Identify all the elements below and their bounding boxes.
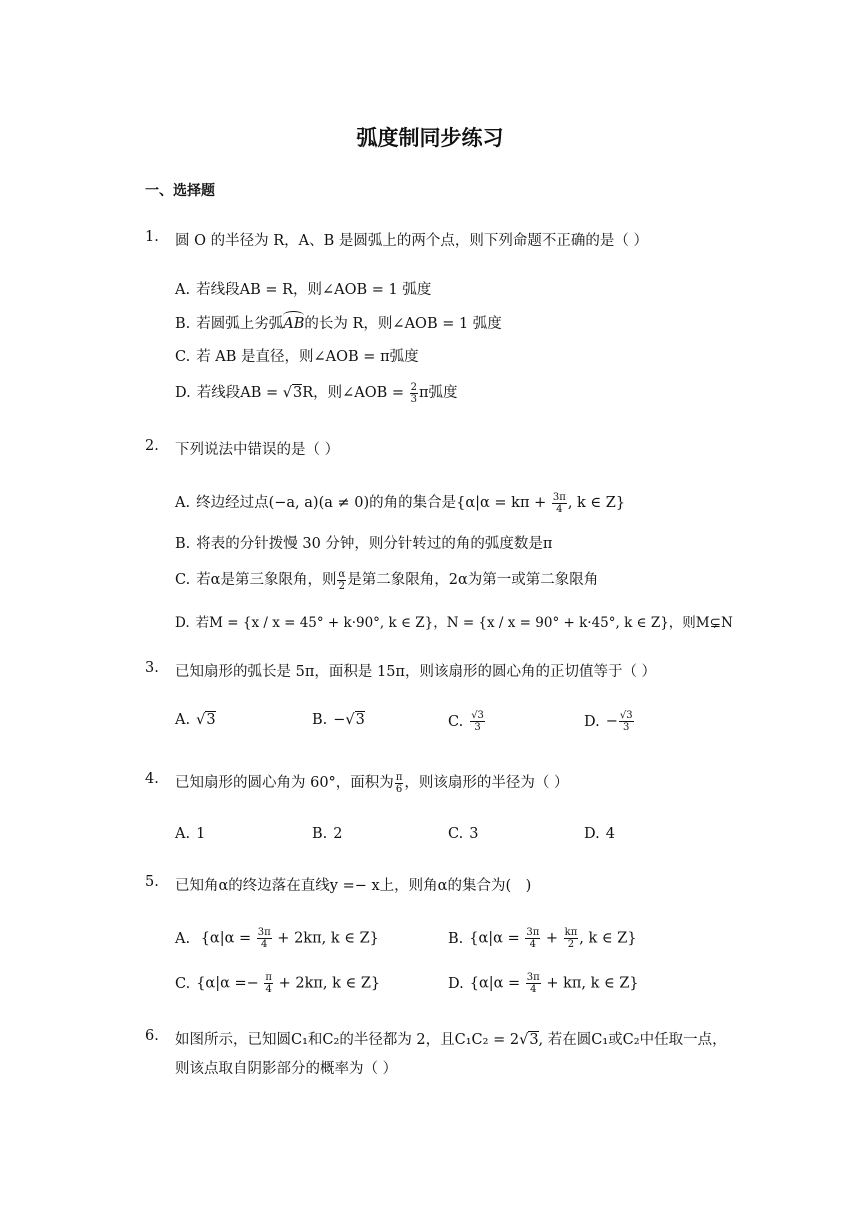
question-number: 6. — [145, 1028, 159, 1044]
option-label: C. — [175, 572, 191, 588]
denominator: 3 — [623, 722, 630, 733]
option-b — [175, 312, 502, 333]
option-text: 若 AB 是直径，则∠AOB = π弧度 — [196, 349, 419, 365]
sqrt: √3 — [196, 712, 216, 728]
arc-ab: AB — [283, 316, 305, 332]
option-text-post: π弧度 — [419, 385, 458, 401]
numerator: √3 — [619, 710, 633, 721]
option-text-post: + 2kπ, k ∈ Z} — [272, 930, 379, 947]
question-text-pre: 如图所示，已知圆C₁和C₂的半径都为 2，且C₁C₂ = 2 — [175, 1032, 520, 1048]
option-text: 若M = {x / x = 45° + k·90°, k ∈ Z}，N = {x / x = 90° + k·45°, k ∈ Z}，则M⊊N — [195, 615, 733, 631]
fraction — [470, 710, 485, 733]
option-c — [175, 345, 419, 366]
denominator: 2 — [567, 939, 575, 950]
option-d — [448, 972, 639, 995]
option-label: D. — [175, 615, 190, 631]
denominator: 4 — [265, 984, 272, 995]
fraction — [264, 972, 273, 995]
fraction — [552, 492, 567, 515]
section-heading: 一、选择题 — [145, 183, 215, 199]
option-label: C. — [175, 349, 191, 365]
question-number: 4. — [145, 771, 159, 787]
numerator: π — [395, 771, 403, 783]
question-text: 圆 O 的半径为 R，A、B 是圆弧上的两个点，则下列命题不正确的是（ ） — [175, 233, 648, 249]
option-b — [448, 927, 637, 950]
numerator: 3π — [526, 972, 540, 983]
option-text-pre: {α|α = — [469, 975, 525, 992]
option-text-pre: {α|α =− — [196, 975, 264, 992]
option-text-pre: {α|α = — [469, 930, 525, 947]
denominator: 4 — [556, 503, 563, 515]
option-a — [175, 927, 379, 950]
option-text-mid: + — [541, 930, 563, 947]
option-b — [175, 532, 552, 553]
option-text-pre: 终边经过点(−a, a)(a ≠ 0)的角的集合是{α|α = kπ + — [196, 495, 551, 511]
numerator: 3π — [552, 491, 566, 503]
option-label: C. — [448, 826, 464, 842]
option-text-post: , k ∈ Z} — [567, 495, 626, 511]
option-text-pre: − — [605, 713, 618, 730]
numerator: √3 — [471, 710, 484, 721]
option-text-pre: {α|α = — [196, 930, 256, 947]
fraction — [257, 927, 272, 950]
option-label: B. — [448, 930, 464, 947]
option-text-pre: − — [333, 712, 346, 728]
question-text — [175, 1028, 727, 1049]
option-a — [175, 278, 431, 299]
fraction — [337, 569, 346, 592]
option-label: B. — [312, 712, 328, 728]
option-text: 4 — [605, 826, 615, 842]
question-number: 5. — [145, 874, 159, 890]
option-label: B. — [312, 826, 328, 842]
radicand: 3 — [206, 712, 216, 728]
option-text-post: 是第二象限角，2α为第一或第二象限角 — [347, 572, 599, 588]
option-text-pre: 若α是第三象限角，则 — [196, 572, 337, 588]
option-a — [175, 826, 205, 842]
denominator: 6 — [395, 783, 403, 795]
question-text: 已知扇形的弧长是 5π，面积是 15π，则该扇形的圆心角的正切值等于（ ） — [175, 664, 657, 680]
question-text: 下列说法中错误的是（ ） — [175, 442, 340, 458]
numerator: kπ — [564, 927, 578, 938]
question-number: 2. — [145, 438, 159, 454]
option-text: 将表的分针拨慢 30 分钟，则分针转过的角的弧度数是π — [196, 536, 553, 552]
option-label: B. — [175, 316, 191, 332]
question-text-pre: 已知扇形的圆心角为 60°，面积为 — [175, 775, 394, 791]
option-b — [312, 826, 343, 842]
question-text-post: ，则该扇形的半径为（ ） — [404, 775, 569, 791]
option-a — [175, 712, 216, 728]
option-label: C. — [175, 975, 191, 992]
numerator: 3π — [526, 927, 540, 938]
option-text-post: + kπ, k ∈ Z} — [541, 975, 639, 992]
option-text-pre: 若线段AB = — [196, 385, 283, 401]
numerator: α — [338, 568, 346, 580]
option-label: B. — [175, 536, 191, 552]
option-label: A. — [175, 712, 191, 728]
option-label: D. — [448, 975, 464, 992]
sqrt: √3 — [519, 1032, 539, 1048]
option-c — [175, 972, 380, 995]
option-a — [175, 491, 625, 515]
numerator: 3π — [257, 927, 271, 938]
option-c — [175, 568, 598, 592]
denominator: 4 — [529, 939, 536, 950]
radicand: 3 — [355, 712, 365, 728]
sqrt: √3 — [282, 385, 303, 401]
option-label: D. — [584, 713, 600, 730]
page-title: 弧度制同步练习 — [356, 126, 504, 150]
question-text-post: , 若在圆C₁或C₂中任取一点， — [538, 1032, 727, 1048]
option-label: A. — [175, 930, 191, 947]
denominator: 4 — [530, 984, 537, 995]
option-d — [584, 826, 615, 842]
option-text-post: , k ∈ Z} — [579, 930, 637, 947]
radicand: 3 — [529, 1032, 539, 1048]
question-number: 3. — [145, 660, 159, 676]
option-label: A. — [175, 826, 191, 842]
question-text-line2: 则该点取自阴影部分的概率为（ ） — [175, 1061, 398, 1077]
fraction-2 — [564, 927, 579, 950]
option-text: 若线段AB = R，则∠AOB = 1 弧度 — [196, 282, 432, 298]
option-d — [175, 611, 733, 631]
sqrt: √3 — [345, 712, 365, 728]
radicand: 3 — [292, 385, 303, 401]
option-label: C. — [448, 713, 464, 730]
fraction — [395, 772, 404, 795]
question-text: 已知角α的终边落在直线y =− x上，则角α的集合为( ) — [175, 878, 532, 894]
denominator: 3 — [474, 722, 481, 733]
option-label: A. — [175, 282, 191, 298]
denominator: 4 — [261, 939, 268, 950]
numerator: π — [265, 972, 272, 983]
option-text-mid: R，则∠AOB = — [302, 385, 409, 401]
option-b — [312, 712, 365, 728]
option-text-post: 的长为 R，则∠AOB = 1 弧度 — [304, 316, 502, 332]
option-d — [584, 710, 635, 733]
fraction — [526, 972, 541, 995]
option-c — [448, 710, 486, 733]
option-text: 3 — [469, 826, 479, 842]
option-text: 2 — [333, 826, 343, 842]
option-label: D. — [584, 826, 600, 842]
option-text: 1 — [196, 826, 206, 842]
option-d — [175, 381, 458, 405]
fraction — [410, 382, 418, 405]
fraction — [525, 927, 540, 950]
denominator: 3 — [410, 393, 418, 405]
question-text — [175, 771, 569, 795]
option-label: A. — [175, 495, 191, 511]
fraction — [619, 710, 634, 733]
option-label: D. — [175, 385, 191, 401]
numerator: 2 — [410, 381, 418, 393]
question-number: 1. — [145, 229, 159, 245]
option-text-post: + 2kπ, k ∈ Z} — [273, 975, 381, 992]
option-c — [448, 826, 478, 842]
denominator: 2 — [338, 580, 346, 592]
option-text-pre: 若圆弧上劣弧 — [196, 316, 284, 332]
